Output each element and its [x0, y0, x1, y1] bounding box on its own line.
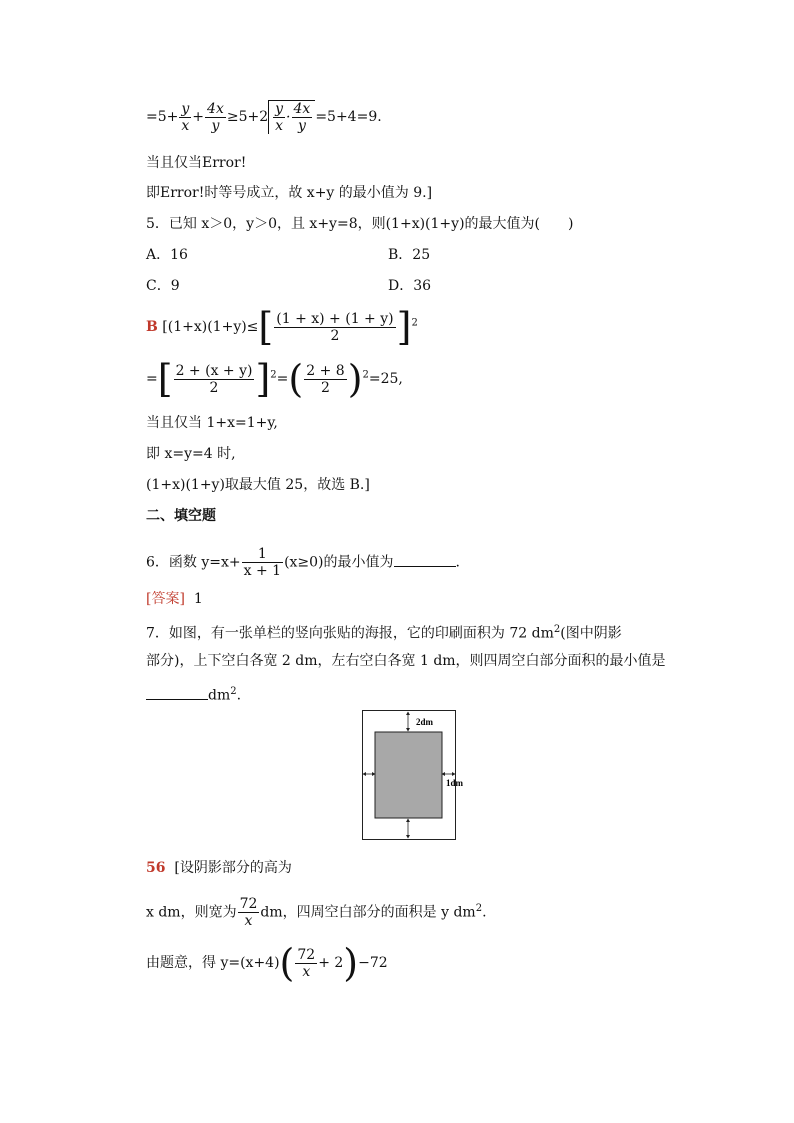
solution-7-line-2: [146, 896, 487, 929]
question-5-option-d: D．36: [388, 278, 432, 294]
q7-text-1b: (图中阴影: [560, 625, 622, 642]
plus-two: + 2: [318, 955, 344, 971]
answer-value: 56: [146, 860, 166, 876]
frac-num: 1: [242, 546, 283, 563]
sqrt-expression: $\frac{y}{x}$ · $\frac{4x}{y}$: [268, 100, 315, 134]
answer-6: [146, 590, 203, 608]
eq-sign: =: [146, 371, 158, 387]
answer-tag: [答案]: [146, 591, 185, 607]
text-line-2: 当且仅当Error!: [146, 155, 247, 171]
frac-num: 72: [239, 896, 258, 912]
fraction-1-over-x-plus-1: [242, 546, 283, 579]
q6-lead: 6．函数 y=x+: [146, 554, 241, 571]
frac-den: x: [181, 117, 190, 134]
equation-line-1: [146, 100, 382, 134]
frac-den: x: [244, 913, 253, 929]
answer-blank: [394, 554, 456, 567]
frac-den: 2: [321, 379, 330, 396]
geq-part: ≥5+2: [226, 109, 269, 125]
question-6: [146, 546, 460, 579]
fraction-y-over-x: [179, 101, 191, 134]
frac-den: x: [302, 963, 311, 980]
q7-text-1: 7．如图，有一张单栏的竖向张贴的海报，它的印刷面积为 72 dm: [146, 625, 554, 642]
solution-5-conclusion: (1+x)(1+y)取最大值 25，故选 B.]: [146, 477, 370, 493]
frac-den: 2: [330, 327, 340, 344]
text-line-3: 即Error!时等号成立，故 x+y 的最小值为 9.]: [146, 185, 433, 201]
sol7-text-3a: 由题意，得 y=(x+4): [146, 955, 280, 971]
sol7-text-2a: x dm，则宽为: [146, 904, 237, 921]
eq-sign: =: [276, 371, 289, 387]
frac-den: x: [275, 118, 284, 134]
solution-7-line-1: [146, 859, 292, 877]
question-7-line-3: [146, 683, 241, 705]
solution-5-line-2: =[ $\frac{2 + (x + y)}{2}$ ]$^2$=( $\frac{2 + 8}{2}$ )$^2$=25,: [146, 357, 403, 401]
solution-5-line-1: B [(1+x)(1+y)≤[ $\frac{(1 + x) + (1 + y)}{2}$ ]$^2$: [146, 305, 418, 349]
square-sup: 2: [230, 686, 237, 697]
answer-blank: [146, 687, 208, 700]
eq-tail: =5+4=9.: [315, 109, 382, 125]
frac-num: y: [275, 101, 284, 117]
square-sup: 2: [553, 624, 561, 635]
right-margin-label: 1dm: [446, 778, 464, 788]
solution-5-when: 即 x=y=4 时,: [146, 446, 236, 462]
frac-den: x + 1: [243, 563, 282, 579]
fraction-72-over-x: [238, 896, 260, 929]
q6-tail: (x≥0)的最小值为: [284, 554, 394, 571]
sol7-text-3b: −72: [358, 955, 388, 971]
fraction-sum-over-2: [274, 311, 395, 344]
square-sup: 2: [475, 902, 483, 914]
frac-den: 2: [209, 379, 219, 396]
frac-num: 2 + (x + y): [175, 362, 253, 379]
square-sup: 2: [362, 369, 369, 381]
question-7-line-2: 部分)，上下空白各宽 2 dm，左右空白各宽 1 dm，则四周空白部分面积的最小值是: [146, 653, 666, 669]
solution-7-line-3: 由题意，得 y=(x+4)( $\frac{72}{x}$ + 2)−72: [146, 941, 388, 985]
frac-den: y: [211, 117, 220, 134]
solution-5-condition: 当且仅当 1+x=1+y,: [146, 415, 278, 431]
top-margin-label: 2dm: [416, 717, 434, 727]
sol7-text-1: [设阴影部分的高为: [174, 860, 292, 876]
square-sup: 2: [411, 317, 418, 329]
poster-figure: [362, 710, 464, 840]
answer-letter: B: [146, 319, 158, 335]
sol-lead: [(1+x)(1+y)≤: [162, 319, 259, 335]
fraction-2xy-over-2: [174, 363, 255, 396]
answer-value: 1: [193, 591, 203, 607]
plus-sign: +: [192, 109, 205, 125]
sol7-text-2b: dm，四周空白部分的面积是 y dm: [260, 904, 476, 921]
frac-num: (1 + x) + (1 + y): [276, 310, 394, 327]
frac-num: 72: [297, 946, 316, 963]
question-5-stem: 5．已知 x＞0，y＞0，且 x+y=8，则(1+x)(1+y)的最大值为( ): [146, 216, 574, 232]
q7-end: .: [236, 687, 242, 704]
frac-num: 4x: [293, 101, 311, 117]
section-title: 二、填空题: [146, 508, 216, 524]
fraction-2-8-over-2: [304, 363, 346, 396]
frac-num: y: [181, 100, 190, 117]
q7-unit: dm: [208, 687, 231, 704]
sol7-end: .: [482, 904, 487, 921]
square-sup: 2: [270, 369, 277, 381]
frac-den: y: [297, 118, 306, 134]
shaded-print-area: [375, 732, 442, 818]
fraction-72-over-x-2: [295, 947, 317, 980]
question-5-option-b: B．25: [388, 247, 431, 263]
frac-num: 2 + 8: [306, 362, 345, 379]
question-5-option-c: C．9: [146, 278, 180, 294]
fraction-4x-over-y: [205, 101, 226, 134]
frac-num: 4x: [207, 100, 224, 117]
question-7-line-1: [146, 621, 622, 643]
question-5-option-a: A．16: [146, 247, 188, 263]
result: =25,: [368, 371, 403, 387]
q6-end: .: [455, 554, 460, 571]
eq-start: =5+: [146, 109, 179, 125]
